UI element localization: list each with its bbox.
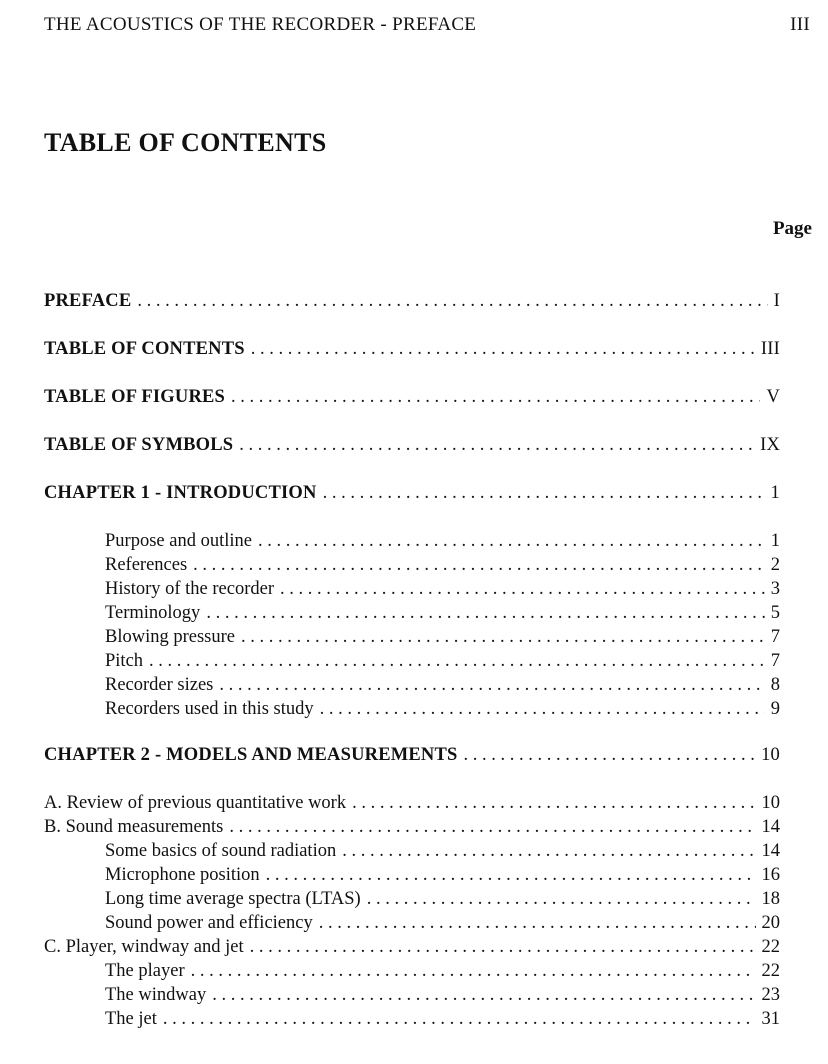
dot-leader (193, 553, 765, 577)
dot-leader (219, 673, 764, 697)
dot-leader (352, 791, 755, 815)
dot-leader (212, 983, 755, 1007)
toc-entry-label: Recorders used in this study (105, 699, 314, 719)
running-head (44, 14, 810, 36)
toc-entry-page: 14 (761, 841, 780, 861)
toc-entry-label: Terminology (105, 603, 201, 623)
folio-page-number: III (790, 14, 810, 35)
toc-entry-page: 9 (770, 699, 780, 719)
toc-entry (105, 673, 780, 697)
toc-entry-page: 22 (761, 937, 780, 957)
toc-entry-page: 10 (761, 745, 780, 765)
toc-entry-label: Sound power and efficiency (105, 913, 313, 933)
toc-entry-table-of-symbols (44, 433, 780, 457)
toc-entry (105, 625, 780, 649)
toc-entry-label: Some basics of sound radiation (105, 841, 337, 861)
dot-leader (241, 625, 765, 649)
toc-entry-page: 5 (770, 603, 780, 623)
toc-entry-page: 8 (770, 675, 780, 695)
toc-entry-page: 7 (770, 627, 780, 647)
dot-leader (231, 385, 760, 409)
toc-entry (105, 839, 780, 863)
toc-entry-label: Blowing pressure (105, 627, 235, 647)
toc-entry-page: 3 (770, 579, 780, 599)
toc-entry (44, 935, 780, 959)
toc-entry-label: PREFACE (44, 291, 132, 311)
toc-entry-page: 1 (770, 483, 780, 503)
toc-entry (44, 791, 780, 815)
running-title: THE ACOUSTICS OF THE RECORDER - PREFACE (44, 14, 477, 35)
toc-entry-page: 7 (770, 651, 780, 671)
toc-entry-page: V (766, 387, 780, 407)
toc-entry-page: 18 (761, 889, 780, 909)
toc-entry-label: The jet (105, 1009, 157, 1029)
toc-entry (105, 601, 780, 625)
toc-entry (105, 529, 780, 553)
toc-entry (105, 553, 780, 577)
toc-entry (105, 959, 780, 983)
dot-leader (251, 337, 755, 361)
dot-leader (323, 481, 765, 505)
toc-entry-label: C. Player, windway and jet (44, 937, 244, 957)
toc-entry-page: 16 (761, 865, 780, 885)
toc-entry-page: 1 (770, 531, 780, 551)
toc-entry-page: IX (760, 435, 780, 455)
toc-entry (105, 697, 780, 721)
page-title: TABLE OF CONTENTS (44, 128, 327, 157)
dot-leader (137, 289, 767, 313)
toc-entry (105, 1007, 780, 1031)
toc-entry-table-of-figures (44, 385, 780, 409)
toc-entry-label: TABLE OF FIGURES (44, 387, 226, 407)
dot-leader (266, 863, 756, 887)
dot-leader (239, 433, 754, 457)
toc-entry-chapter-1 (44, 481, 780, 505)
dot-leader (258, 529, 765, 553)
toc-entry-label: The windway (105, 985, 207, 1005)
dot-leader (163, 1007, 756, 1031)
dot-leader (319, 911, 756, 935)
dot-leader (229, 815, 755, 839)
dot-leader (464, 743, 756, 767)
page-column-label: Page (772, 218, 812, 239)
dot-leader (342, 839, 755, 863)
toc-entry-label: References (105, 555, 188, 575)
toc-entry-page: 2 (770, 555, 780, 575)
toc-entry-label: The player (105, 961, 185, 981)
toc-entry (105, 911, 780, 935)
toc-entry-label: History of the recorder (105, 579, 275, 599)
toc-entry-page: 20 (761, 913, 780, 933)
toc-entry-label: CHAPTER 1 - INTRODUCTION (44, 483, 317, 503)
toc-entry-page: 10 (761, 793, 780, 813)
toc-entry-table-of-contents (44, 337, 780, 361)
toc-entry-chapter-2 (44, 743, 780, 767)
toc-entry (105, 863, 780, 887)
toc-entry-label: CHAPTER 2 - MODELS AND MEASUREMENTS (44, 745, 458, 765)
toc-entry-page: 23 (761, 985, 780, 1005)
toc-entry (105, 983, 780, 1007)
toc-entry-label: TABLE OF SYMBOLS (44, 435, 234, 455)
toc-entry (105, 577, 780, 601)
toc-entry (44, 815, 780, 839)
toc-entry-page: III (760, 339, 780, 359)
toc-entry-label: Pitch (105, 651, 144, 671)
dot-leader (280, 577, 765, 601)
toc-entry-label: B. Sound measurements (44, 817, 224, 837)
dot-leader (149, 649, 765, 673)
toc-entry-label: Long time average spectra (LTAS) (105, 889, 361, 909)
toc-entry-label: TABLE OF CONTENTS (44, 339, 245, 359)
toc-entry-label: A. Review of previous quantitative work (44, 793, 347, 813)
toc-entry-preface (44, 289, 780, 313)
toc-entry-page: I (773, 291, 780, 311)
dot-leader (320, 697, 765, 721)
dot-leader (191, 959, 756, 983)
dot-leader (206, 601, 764, 625)
dot-leader (250, 935, 756, 959)
toc-entry-page: 22 (761, 961, 780, 981)
toc-entry-label: Microphone position (105, 865, 260, 885)
toc-entry-label: Recorder sizes (105, 675, 214, 695)
toc-entry-label: Purpose and outline (105, 531, 252, 551)
toc-entry-page: 14 (761, 817, 780, 837)
toc-entry-page: 31 (761, 1009, 780, 1029)
toc-entry (105, 887, 780, 911)
toc-entry (105, 649, 780, 673)
dot-leader (367, 887, 756, 911)
